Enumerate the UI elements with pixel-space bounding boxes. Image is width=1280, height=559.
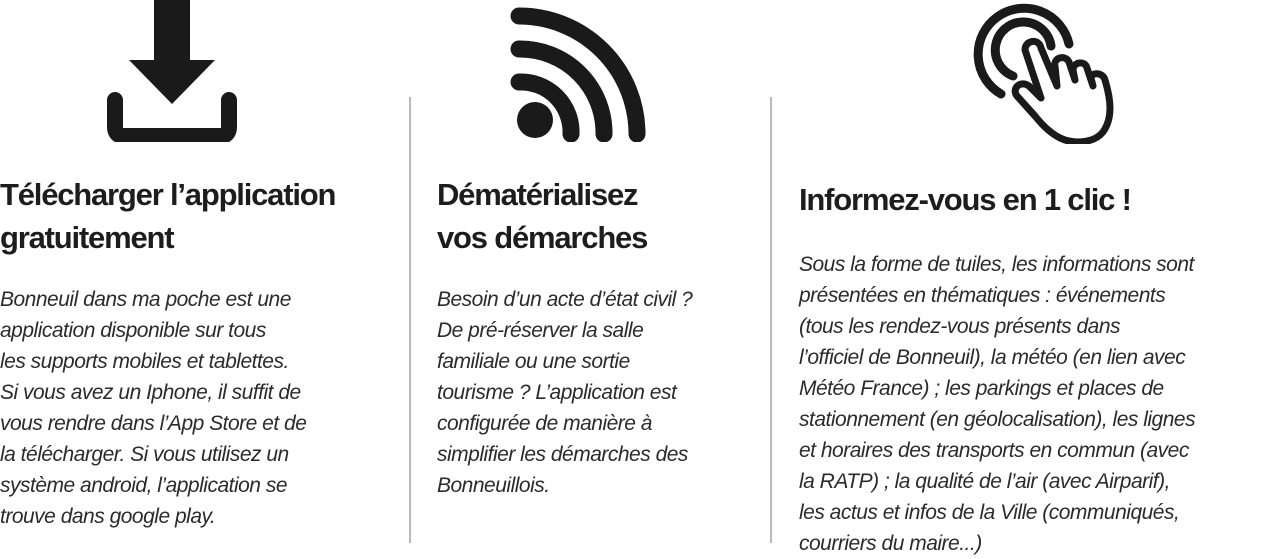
column-title: Dématérialisez vos démarches <box>437 177 648 255</box>
touch-hand-icon <box>965 2 1125 144</box>
column-title: Informez-vous en 1 clic ! <box>799 182 1131 217</box>
column-body-text: Besoin d’un acte d’état civil ? De pré-réserver la salle familiale ou une sortie tourisme ? L’application est configurée de manière à simplifier les démarches des Bonneuillois. <box>437 288 693 497</box>
column-body-text: Bonneuil dans ma poche est une application disponible sur tous les supports mobiles et tablettes. Si vous avez un Iphone, il suffit de vous rendre dans l’App Store et de la télécharger. Si vous utilisez un système android, l’application se trouve dans google play. <box>0 288 307 528</box>
column-inform <box>799 0 1280 558</box>
column-divider <box>409 97 411 543</box>
column-divider <box>770 97 772 543</box>
column-body-text: Sous la forme de tuiles, les informations sont présentées en thématiques : événements (tous les rendez-vous présents dans l’officiel de Bonneuil), la météo (en lien avec Météo France) ; les parkings et places de stationnement (en géolocalisation), les lignes et horaires des transports en commun (avec la RATP) ; la qualité de l’air (avec Airparif), les actus et infos de la Ville (communiqués, courriers du maire...) <box>799 253 1196 555</box>
signal-wifi-icon <box>509 2 659 142</box>
column-title: Télécharger l’application gratuitement <box>0 177 336 255</box>
download-icon <box>106 0 238 142</box>
column-download-app <box>0 0 390 558</box>
column-dematerialize <box>437 0 757 558</box>
